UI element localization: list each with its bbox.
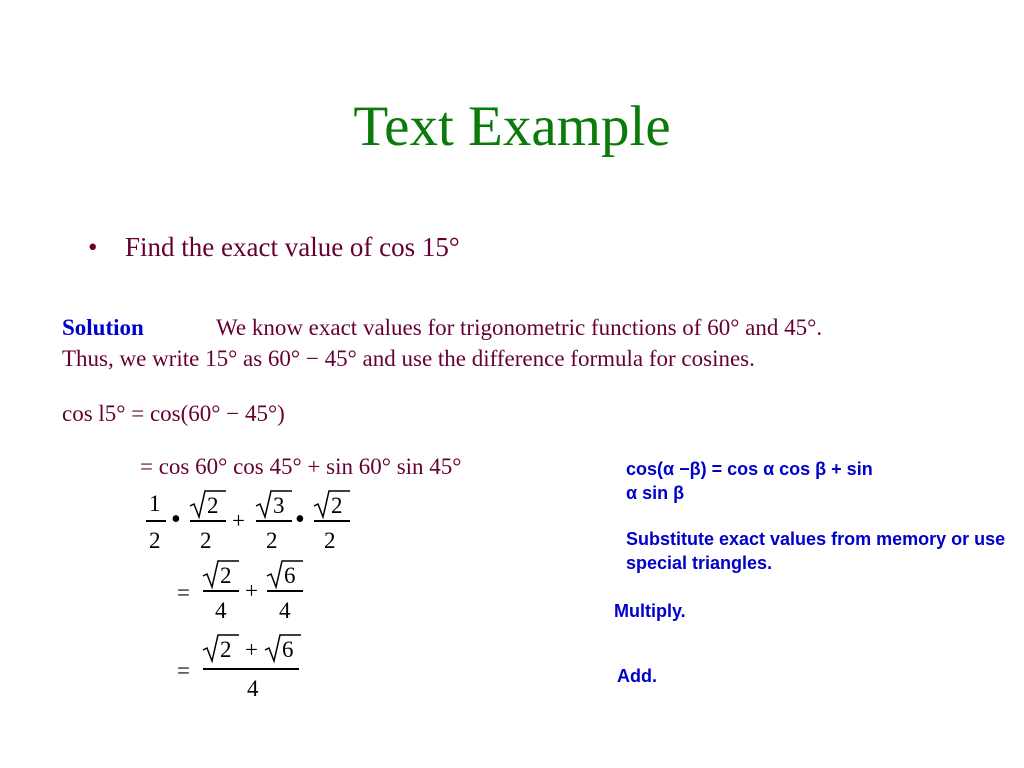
substitute-note: Substitute exact values from memory or use special triangles. — [626, 529, 1006, 573]
equals-sign-3: = — [177, 658, 190, 683]
multiply-dot-1: • — [171, 504, 181, 535]
formula-note-line-1: cos(α −β) = cos α cos β + sin — [626, 459, 873, 479]
fraction-1-bar — [146, 520, 166, 522]
fraction-1-denominator: 2 — [149, 528, 161, 553]
fraction-2-bar — [190, 520, 226, 522]
math-step-1 — [140, 488, 370, 560]
solution-line-1: We know exact values for trigonometric functions of 60° and 45°. — [216, 315, 823, 340]
solution-label: Solution — [62, 315, 144, 340]
fraction-1-numerator: 1 — [149, 491, 161, 516]
plus-sign-2: + — [245, 578, 258, 603]
bullet-text: Find the exact value of cos 15° — [125, 232, 460, 262]
slide-title: Text Example — [353, 95, 671, 158]
sum-numerator-b: 6 — [282, 637, 294, 662]
fraction-7-bar — [203, 668, 299, 670]
fraction-6-numerator: 6 — [284, 563, 296, 588]
fraction-5-bar — [203, 590, 239, 592]
solution-line-2: Thus, we write 15° as 60° − 45° and use the difference formula for cosines. — [62, 346, 755, 371]
plus-sign-3: + — [245, 637, 258, 662]
equation-2: = cos 60° cos 45° + sin 60° sin 45° — [140, 454, 462, 479]
math-step-3 — [175, 632, 315, 704]
bullet-marker: • — [88, 232, 98, 262]
equals-sign-2: = — [177, 580, 190, 605]
fraction-6-bar — [267, 590, 303, 592]
fraction-3-bar — [256, 520, 292, 522]
fraction-2-numerator: 2 — [207, 493, 219, 518]
plus-sign-1: + — [232, 508, 245, 533]
fraction-7-denominator: 4 — [247, 676, 259, 701]
multiply-note: Multiply. — [614, 601, 686, 621]
multiply-dot-2: • — [295, 504, 305, 535]
fraction-4-bar — [314, 520, 350, 522]
formula-note-line-2: α sin β — [626, 483, 685, 503]
fraction-5-numerator: 2 — [220, 563, 232, 588]
fraction-2-denominator: 2 — [200, 528, 212, 553]
math-step-2 — [175, 558, 315, 630]
fraction-6-denominator: 4 — [279, 598, 291, 623]
fraction-5-denominator: 4 — [215, 598, 227, 623]
fraction-4-denominator: 2 — [324, 528, 336, 553]
fraction-3-numerator: 3 — [273, 493, 285, 518]
fraction-4-numerator: 2 — [331, 493, 343, 518]
add-note: Add. — [617, 666, 657, 686]
equation-1: cos l5° = cos(60° − 45°) — [62, 401, 285, 426]
fraction-3-denominator: 2 — [266, 528, 278, 553]
formula-note — [626, 457, 956, 505]
sum-numerator-a: 2 — [220, 637, 232, 662]
